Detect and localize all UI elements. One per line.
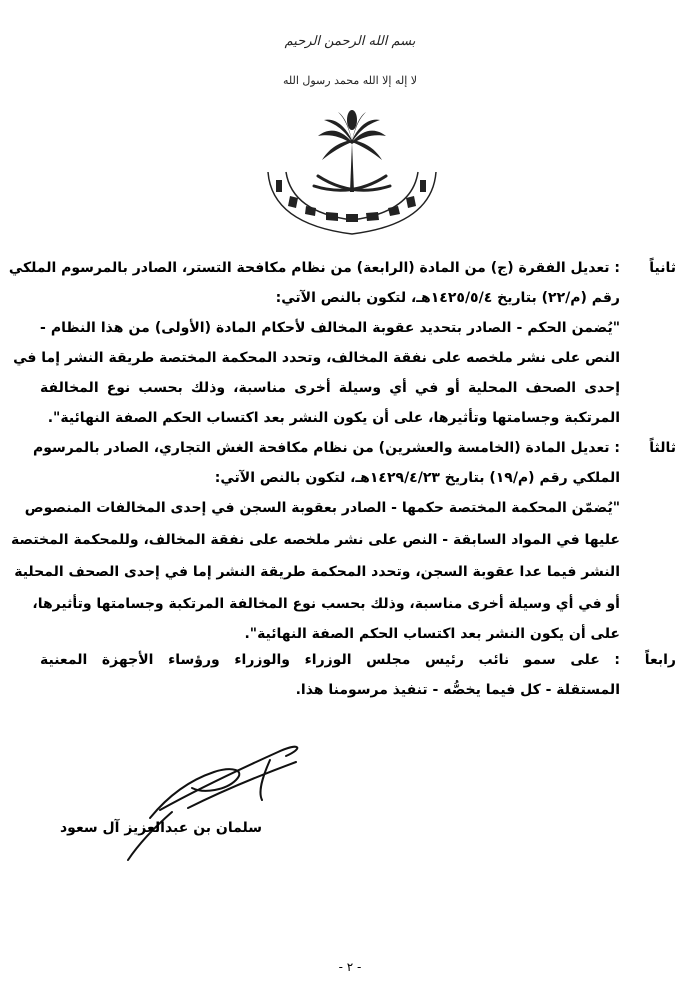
page-number: - ٢ -: [338, 960, 362, 974]
item-second-line-1: : تعديل الفقرة (ج) من المادة (الرابعة) من نظام مكافحة التستر، الصادر بالمرسوم الملكي: [8, 260, 620, 276]
item-label-second: ثانياً: [649, 260, 676, 276]
item-second-line-2: رقم (م/٢٢) بتاريخ ١٤٢٥/٥/٤هـ، لتكون بالنص الآتي:: [275, 290, 620, 306]
item-second-line-3: "يُضمن الحكم - الصادر بتحديد عقوبة المخالف لأحكام المادة (الأولى) من هذا النظام -: [40, 320, 620, 336]
item-third-line-6: أو في أي وسيلة أخرى مناسبة، وذلك بحسب نوع المخالفة المرتكبة وجسامتها وتأثيرها،: [32, 596, 620, 612]
item-fourth-line-1: : على سمو نائب رئيس مجلس الوزراء والوزراء ورؤساء الأجهزة المعنية: [40, 652, 620, 668]
item-third-line-2: الملكي رقم (م/١٩) بتاريخ ١٤٢٩/٤/٢٣هـ، لتكون بالنص الآتي:: [214, 470, 620, 486]
item-third-line-7: على أن يكون النشر بعد اكتساب الحكم الصفة النهائية".: [244, 626, 620, 642]
signer-name: سلمان بن عبدالعزيز آل سعود: [60, 820, 263, 836]
item-third-line-5: النشر فيما عدا عقوبة السجن، وتحدد المحكمة طريقة النشر إما في إحدى الصحف المحلية: [14, 564, 620, 580]
item-second-line-4: النص على نشر ملخصه على نفقة المخالف، وتحدد المحكمة المختصة طريقة النشر إما في: [13, 350, 620, 366]
basmala-calligraphy: بسم الله الرحمن الرحيم: [284, 34, 416, 49]
item-third-line-4: عليها في المواد السابقة - النص على نشر ملخصه على نفقة المخالف، وللمحكمة المختصة: [11, 532, 620, 548]
item-third-line-1: : تعديل المادة (الخامسة والعشرين) من نظام مكافحة الغش التجاري، الصادر بالمرسوم: [32, 440, 620, 456]
item-second-line-5: إحدى الصحف المحلية أو في أي وسيلة أخرى مناسبة، وذلك بحسب نوع المخالفة: [40, 380, 620, 396]
item-fourth-line-2: المستقلة - كل فيما يخصُّه - تنفيذ مرسومنا هذا.: [295, 682, 620, 698]
item-label-fourth: رابعاً: [644, 652, 676, 668]
item-second-line-6: المرتكبة وجسامتها وتأثيرها، على أن يكون النشر بعد اكتساب الحكم الصفة النهائية".: [47, 410, 620, 426]
item-label-third: ثالثاً: [649, 440, 676, 456]
item-third-line-3: "يُضمّن المحكمة المختصة حكمها - الصادر بعقوبة السجن في إحدى المخالفات المنصوص: [24, 500, 620, 516]
shahada-calligraphy: لا إله إلا الله محمد رسول الله: [282, 74, 418, 87]
